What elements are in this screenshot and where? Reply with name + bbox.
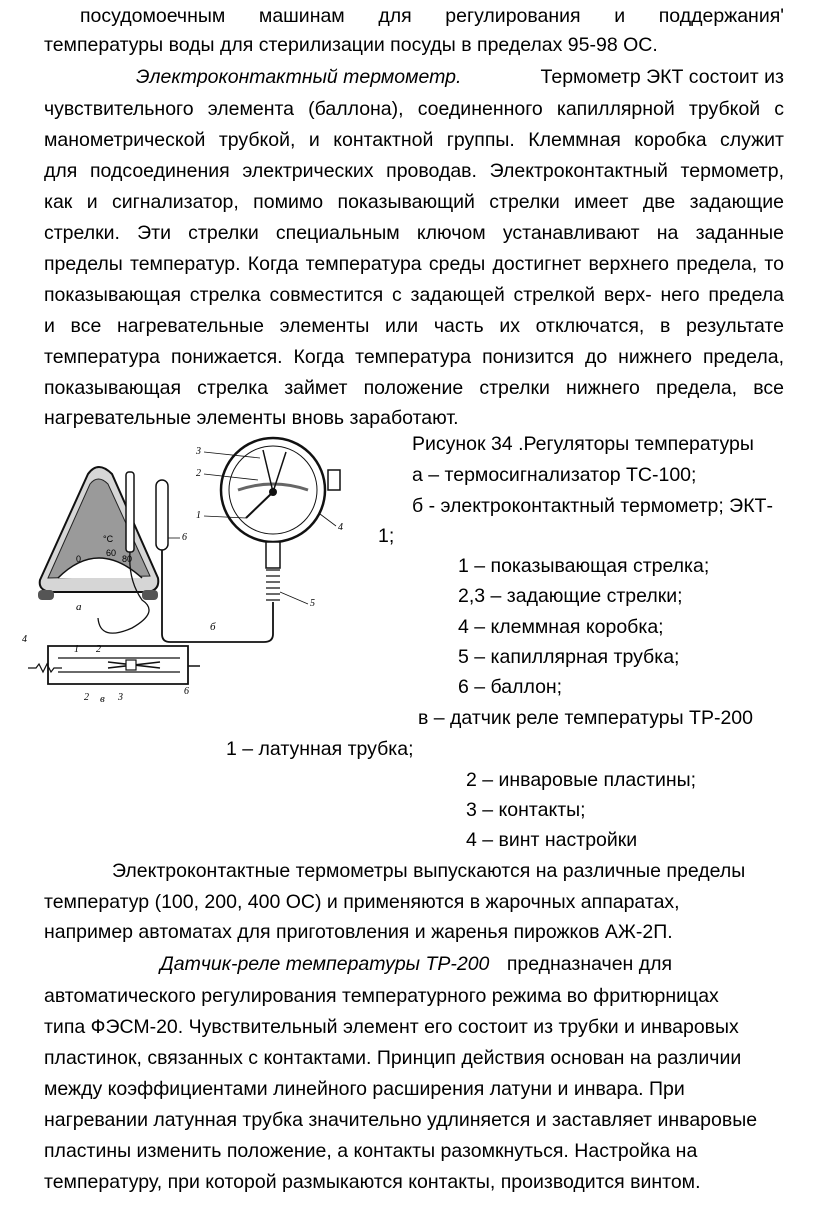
para2-line3: манометрической трубкой, и контактной группы. Клеммная коробка служит	[44, 129, 784, 151]
para1-line2: температуры воды для стерилизации посуды в пределах 95-98 ОС.	[44, 34, 658, 56]
callout-v-2b: 2	[84, 692, 89, 703]
para3-line3: например автоматах для приготовления и жаренья пирожков АЖ-2П.	[44, 921, 673, 943]
para2-line5: как и сигнализатор, помимо показывающий стрелки имеет две задающие	[44, 191, 784, 213]
para4-line3: типа ФЭСМ-20. Чувствительный элемент его состоит из трубки и инваровых	[44, 1016, 739, 1038]
para4-title: Датчик-реле температуры ТР-200	[160, 953, 490, 975]
caption-b2: 2,3 – задающие стрелки;	[458, 585, 683, 607]
label-v: в	[100, 693, 105, 705]
callout-b-5: 5	[310, 598, 315, 609]
callout-b-4: 4	[338, 522, 343, 533]
callout-v-6: 6	[184, 686, 189, 697]
caption-v1: 1 – латунная трубка;	[226, 738, 414, 760]
callout-v-4: 4	[22, 634, 27, 645]
dial-tick-60: 60	[106, 548, 117, 558]
para4-line6: нагревании латунная трубка значительно удлиняется и заставляет инваровые	[44, 1109, 758, 1131]
callout-b-6: 6	[182, 532, 187, 543]
caption-a: а – термосигнализатор ТС-100;	[412, 464, 697, 486]
para2-line12: нагревательные элементы вновь заработают.	[44, 407, 459, 429]
para2-title: Электроконтактный термометр.	[136, 66, 462, 88]
para4-line8: температуру, при которой размыкаются контакты, производится винтом.	[44, 1171, 701, 1193]
caption-title: Рисунок 34 .Регуляторы температуры	[412, 433, 754, 455]
para4-line1	[160, 950, 672, 978]
para2-line6: стрелки. Эти стрелки специальным ключом устанавливают на заданные	[44, 222, 784, 244]
caption-b3: 4 – клеммная коробка;	[458, 616, 664, 638]
callout-v-2a: 2	[96, 644, 101, 655]
callout-b-1: 1	[196, 510, 201, 521]
para4-line7: пластины изменить положение, а контакты разомкнуться. Настройка на	[44, 1140, 698, 1162]
para4-line5: между коэффициентами линейного расширения латуни и инвара. При	[44, 1078, 685, 1100]
caption-b-cont: 1;	[378, 525, 395, 547]
para2-line1-rest: Термометр ЭКТ состоит из	[540, 66, 784, 88]
callout-b-3: 3	[196, 446, 201, 457]
para2-line9: и все нагревательные элементы или часть их отключатся, в результате	[44, 315, 784, 337]
caption-v4: 4 – винт настройки	[466, 829, 638, 851]
para2-line7: пределы температур. Когда температура среды достигнет верхнего предела, то	[44, 253, 784, 275]
caption-b1: 1 – показывающая стрелка;	[458, 555, 710, 577]
label-b: б	[210, 621, 216, 633]
caption-b5: 6 – баллон;	[458, 676, 563, 698]
para1-line1: посудомоечным машинам для регулирования и поддержания'	[80, 5, 784, 27]
caption-b4: 5 – капиллярная трубка;	[458, 646, 680, 668]
para4-line4: пластинок, связанных с контактами. Принцип действия основан на различии	[44, 1047, 742, 1069]
figure-drawing	[20, 430, 390, 715]
figure-temperature-regulators	[20, 430, 390, 715]
callout-v-1: 1	[74, 644, 79, 655]
label-a: а	[76, 601, 82, 613]
callout-b-2: 2	[196, 468, 201, 479]
caption-v2: 2 – инваровые пластины;	[466, 769, 697, 791]
dial-unit: °C	[103, 534, 114, 544]
para2-line1	[136, 63, 784, 91]
dial-tick-0: 0	[76, 554, 82, 564]
para2-line10: температура понижается. Когда температура понизится до нижнего предела,	[44, 346, 784, 368]
para4-line1-rest: предназначен для	[506, 953, 673, 975]
contact-thermometer-b	[156, 438, 343, 642]
dial-tick-80: 80	[122, 554, 133, 564]
para3-line2: температур (100, 200, 400 ОС) и применяются в жарочных аппаратах,	[44, 891, 680, 913]
thermosignaler-a	[38, 467, 158, 633]
para2-line11: показывающая стрелка займет положение стрелки нижнего предела, все	[44, 377, 784, 399]
para3-line1: Электроконтактные термометры выпускаются на различные пределы	[112, 860, 746, 882]
caption-v3: 3 – контакты;	[466, 799, 586, 821]
para2-line2: чувствительного элемента (баллона), соединенного капиллярной трубкой с	[44, 98, 784, 120]
caption-v: в – датчик реле температуры ТР-200	[418, 707, 753, 729]
relay-sensor-v	[22, 634, 200, 705]
caption-b: б - электроконтактный термометр; ЭКТ-	[412, 495, 773, 517]
callout-v-3: 3	[118, 692, 123, 703]
para4-line2: автоматического регулирования температурного режима во фритюрницах	[44, 985, 719, 1007]
para2-line4: для подсоединения электрических проводав. Электроконтактный термометр,	[44, 160, 784, 182]
para2-line8: показывающая стрелка совместится с задающей стрелкой верх- него предела	[44, 284, 784, 306]
